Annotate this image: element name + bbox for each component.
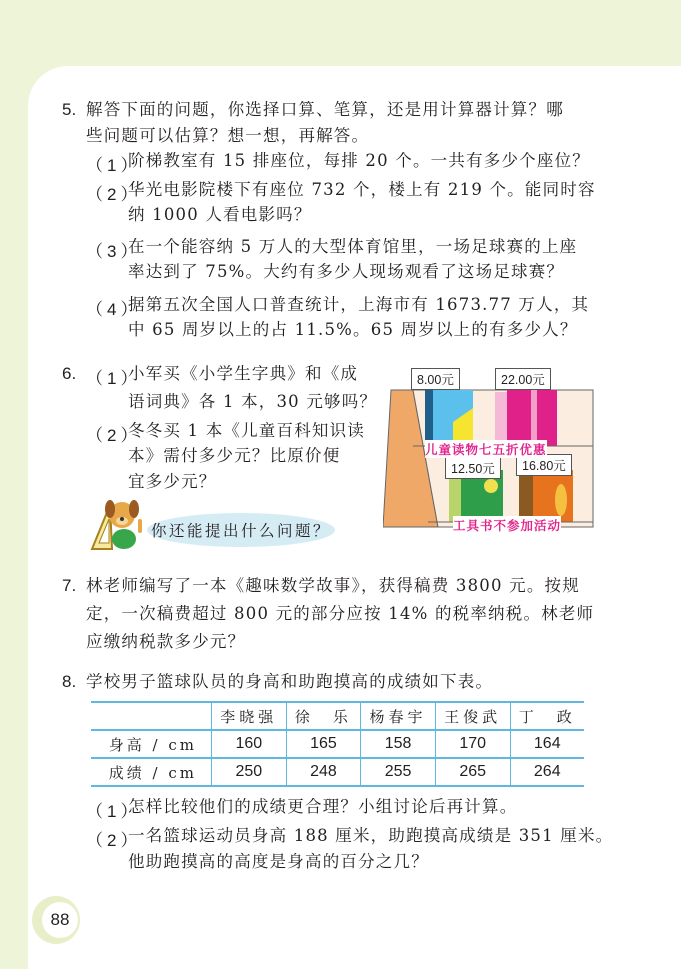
page-number-badge <box>32 896 80 944</box>
discount-banner: 儿童读物七五折优惠 <box>425 442 547 457</box>
sub-question-text: 怎样比较他们的成绩更合理？小组讨论后再计算。 <box>128 797 518 816</box>
sub-question-text: 一名篮球运动员身高 188 厘米，助跑摸高成绩是 351 厘米。 <box>128 826 614 845</box>
question-number: 5. <box>62 100 77 119</box>
table-header: 徐 乐 <box>286 702 361 730</box>
page-number: 88 <box>42 902 78 938</box>
dog-mascot-icon <box>88 493 150 553</box>
table-row <box>91 730 584 758</box>
sub-label: （2） <box>86 426 142 445</box>
speech-bubble <box>147 513 335 547</box>
table-cell: 265 <box>435 758 510 786</box>
row-label: 身高 / cm <box>91 730 212 758</box>
question-text: 学校男子篮球队员的身高和助跑摸高的成绩如下表。 <box>86 672 494 691</box>
question-text: 定，一次稿费超过 800 元的部分应按 14% 的税率纳税。林老师 <box>86 604 595 623</box>
table-header: 李晓强 <box>212 702 287 730</box>
table-cell: 164 <box>510 730 584 758</box>
sub-question-text: 纳 1000 人看电影吗？ <box>128 205 312 224</box>
question-number: 8. <box>62 672 77 691</box>
sub-question-text: 小军买《小学生字典》和《成 <box>128 364 359 383</box>
bubble-text: 你还能提出什么问题？ <box>150 522 331 540</box>
table-corner <box>91 702 212 730</box>
sub-question-text: 率达到了 75%。大约有多少人现场观看了这场足球赛？ <box>128 262 565 281</box>
table-header: 王俊武 <box>435 702 510 730</box>
table-cell: 158 <box>361 730 436 758</box>
price-tag: 12.50元 <box>445 457 501 479</box>
price-tag: 22.00元 <box>495 368 551 390</box>
table-cell: 248 <box>286 758 361 786</box>
sub-question-text: 中 65 周岁以上的占 11.5%。65 周岁以上的有多少人？ <box>128 320 578 339</box>
price-tag: 16.80元 <box>516 454 572 476</box>
question-text: 林老师编写了一本《趣味数学故事》，获得稿费 3800 元。按规 <box>86 576 580 595</box>
sub-label: （2） <box>86 831 142 850</box>
sub-question-text: 语词典》各 1 本，30 元够吗？ <box>128 392 378 411</box>
sub-label: （1） <box>86 369 142 388</box>
table-cell: 165 <box>286 730 361 758</box>
sub-question-text: 本》需付多少元？比原价便 <box>128 446 341 465</box>
height-score-table <box>91 701 584 787</box>
table-cell: 170 <box>435 730 510 758</box>
sub-label: （1） <box>86 156 142 175</box>
sub-question-text: 他助跑摸高的高度是身高的百分之几？ <box>128 852 429 871</box>
table-row <box>91 758 584 786</box>
table-cell: 250 <box>212 758 287 786</box>
table-cell: 264 <box>510 758 584 786</box>
row-label: 成绩 / cm <box>91 758 212 786</box>
table-header-row <box>91 702 584 730</box>
table-header: 丁 政 <box>510 702 584 730</box>
question-text: 应缴纳税款多少元？ <box>86 632 246 651</box>
sub-question-text: 华光电影院楼下有座位 732 个，楼上有 219 个。能同时容 <box>128 180 596 199</box>
sub-label: （1） <box>86 802 142 821</box>
sub-question-text: 据第五次全国人口普查统计，上海市有 1673.77 万人，其 <box>128 295 590 314</box>
question-text: 些问题可以估算？想一想，再解答。 <box>86 126 370 145</box>
sub-label: （4） <box>86 300 142 319</box>
sub-label: （2） <box>86 185 142 204</box>
table-header: 杨春宇 <box>361 702 436 730</box>
sub-question-text: 阶梯教室有 15 排座位，每排 20 个。一共有多少个座位？ <box>128 151 590 170</box>
sub-question-text: 在一个能容纳 5 万人的大型体育馆里，一场足球赛的上座 <box>128 237 578 256</box>
price-tag: 8.00元 <box>411 368 460 390</box>
bookshelf-illustration <box>383 362 598 534</box>
question-number: 6. <box>62 364 77 383</box>
question-number: 7. <box>62 576 77 595</box>
sub-question-text: 冬冬买 1 本《儿童百科知识读 <box>128 421 365 440</box>
table-cell: 255 <box>361 758 436 786</box>
table-cell: 160 <box>212 730 287 758</box>
sub-label: （3） <box>86 242 142 261</box>
exclusion-banner: 工具书不参加活动 <box>453 518 562 533</box>
question-text: 解答下面的问题，你选择口算、笔算，还是用计算器计算？哪 <box>86 100 564 119</box>
sub-question-text: 宜多少元？ <box>128 472 217 491</box>
